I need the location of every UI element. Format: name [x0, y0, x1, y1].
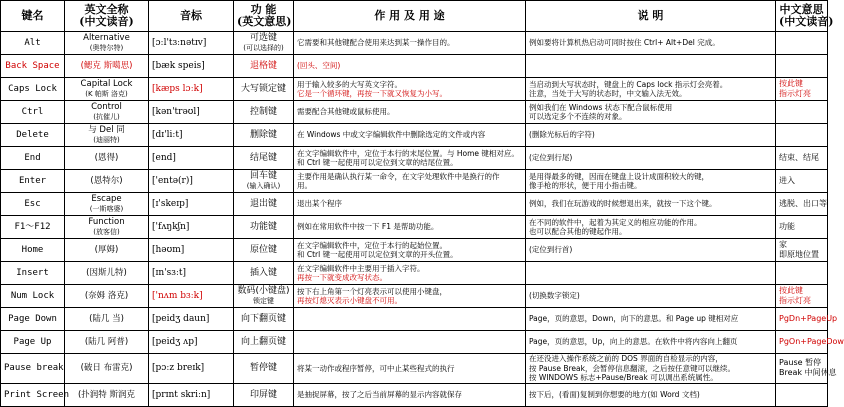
cell-chinese[interactable]	[776, 216, 828, 239]
cell-text: 在 Windows 中或文字编辑软件中删除选定的文件或内容	[297, 130, 486, 140]
cell-text: 插入键	[249, 268, 277, 278]
cell-function[interactable]	[234, 383, 294, 406]
cell-chinese[interactable]	[776, 354, 837, 384]
cell-text: Ctrl	[21, 107, 44, 117]
cell-english[interactable]	[65, 32, 149, 55]
cell-text: ['nʌm bɜːk]	[152, 291, 203, 301]
cell-english[interactable]	[65, 285, 149, 308]
cell-text: 在不同的软件中，起着为其定义的相应功能的作用。	[529, 217, 702, 227]
header-function: 功 能 (英文意思)	[234, 1, 294, 32]
cell-function[interactable]	[234, 170, 294, 193]
cell-phonetic[interactable]	[149, 331, 234, 354]
cell-text: (厚姆)	[94, 245, 119, 255]
cell-text: 用。	[297, 181, 312, 190]
cell-text: 例如在常用软件中按一下 F1 是帮助功能。	[297, 222, 439, 232]
cell-chinese[interactable]	[776, 101, 828, 124]
cell-key[interactable]	[1, 55, 65, 78]
cell-text: Function	[88, 217, 125, 227]
cell-text: Escape	[91, 194, 122, 204]
cell-function[interactable]	[234, 216, 294, 239]
cell-text: 按 WINDOWS 标志+Pause/Break 可以调出系统属性。	[529, 373, 718, 382]
cell-english[interactable]	[65, 354, 149, 384]
cell-text: 按下后，(看面)复制到你想要的地方(如 Word 文档)	[529, 389, 700, 399]
cell-function[interactable]	[234, 101, 294, 124]
cell-description[interactable]	[526, 383, 776, 406]
table-body	[1, 32, 844, 407]
cell-text: Esc	[24, 199, 41, 209]
cell-function[interactable]	[234, 147, 294, 170]
cell-text: (奥特尔特)	[89, 44, 124, 52]
cell-text: (鳃克 斯噶思)	[80, 61, 133, 71]
cell-text: 例如我们在 Windows 状态下配合鼠标使用	[529, 102, 673, 112]
cell-text: 可选键	[249, 33, 277, 43]
cell-text: [peidʒ daun]	[152, 314, 210, 324]
cell-description[interactable]	[526, 55, 776, 78]
cell-text: Alt	[24, 38, 41, 48]
cell-text: 退出某个程序	[297, 199, 342, 209]
cell-text: 再按一下就变成改写状态。	[297, 273, 387, 282]
cell-english[interactable]	[65, 262, 149, 285]
cell-text: (扑润特 斯润克	[77, 389, 136, 400]
cell-text: 是用得最多的键，因而在键盘上设计成面积较大的键，	[529, 171, 709, 181]
cell-text: 按此键	[779, 286, 803, 295]
table-row	[1, 239, 828, 262]
cell-text: 在还没进入操作系统之前的 DOS 界面的自检显示的内容，	[529, 354, 723, 363]
table-row	[1, 331, 828, 354]
table-row	[1, 308, 828, 331]
cell-english[interactable]	[65, 147, 149, 170]
cell-text: 回车键	[249, 171, 277, 181]
cell-usage[interactable]	[294, 193, 526, 216]
header-chinese: 中文意思 (中文读音)	[776, 1, 828, 32]
cell-phonetic[interactable]	[149, 216, 234, 239]
cell-english[interactable]	[65, 383, 149, 406]
cell-usage[interactable]	[294, 216, 526, 239]
cell-english[interactable]	[65, 216, 149, 239]
cell-text: ['entə(r)]	[152, 176, 193, 186]
cell-text: 需要配合其他键或鼠标使用。	[297, 107, 395, 117]
table-row	[1, 285, 828, 308]
cell-text: 退格键	[249, 61, 277, 71]
cell-chinese[interactable]	[776, 331, 844, 354]
cell-chinese[interactable]	[776, 55, 828, 78]
cell-text: (恩得)	[94, 153, 119, 163]
cell-phonetic[interactable]	[149, 147, 234, 170]
table-row	[1, 101, 828, 124]
cell-text: 向下翻页键	[240, 314, 286, 324]
cell-text: (破日 布雷克)	[80, 363, 133, 374]
cell-function[interactable]	[234, 193, 294, 216]
table-row	[1, 55, 828, 78]
cell-key[interactable]	[1, 308, 65, 331]
cell-description[interactable]	[526, 308, 776, 331]
cell-text: 在文字编辑软件中主要用于插入字符。	[297, 263, 425, 273]
cell-text: Page，页的意思，Down，向下的意思。和 Page up 键相对应	[529, 314, 739, 324]
cell-text: (奈姆 洛克)	[84, 291, 129, 301]
cell-function[interactable]	[234, 239, 294, 262]
cell-text: [dɪ'liːt]	[152, 130, 183, 140]
cell-english[interactable]	[65, 239, 149, 262]
cell-text: 和 Ctrl 键一起使用可以定位到文章的结尾位置。	[297, 158, 458, 167]
cell-chinese[interactable]	[776, 239, 828, 262]
cell-text: Delete	[16, 130, 49, 140]
cell-text: [prɪnt skriːn]	[152, 389, 211, 400]
cell-phonetic[interactable]	[149, 354, 234, 384]
cell-function[interactable]	[234, 285, 294, 308]
cell-text: End	[24, 153, 41, 163]
cell-usage[interactable]	[294, 239, 526, 262]
header-english: 英文全称 (中文读音)	[65, 1, 149, 32]
cell-key[interactable]	[1, 354, 65, 384]
cell-text: (可以选择的)	[243, 44, 284, 52]
cell-text: 原位键	[249, 245, 277, 255]
cell-text: Page，页的意思，Up，向上的意思。在软件中将内容向上翻页	[529, 337, 738, 347]
cell-text: 像手枪的形状，便于用小指击键。	[529, 181, 642, 190]
cell-text: PgOn+PageDow	[779, 337, 844, 346]
cell-text: Capital Lock	[80, 79, 133, 89]
cell-text: ['fʌŋkʃn]	[152, 222, 190, 232]
cell-text: 向上翻页键	[240, 337, 286, 347]
cell-text: 注意，当处于大写的状态时，中文输入法无效。	[529, 89, 687, 98]
cell-text: [ɪ'skeɪp]	[152, 199, 189, 209]
cell-chinese[interactable]	[776, 147, 828, 170]
cell-text: 是抽捉屏幕，按了之后当前屏幕的显示内容就保存	[297, 389, 462, 399]
cell-phonetic[interactable]	[149, 285, 234, 308]
cell-text: [həʊm]	[152, 245, 185, 255]
cell-function[interactable]	[234, 331, 294, 354]
cell-text: 按 Pause Break，会暂停信息翻滚，之后按任意键可以继续。	[529, 363, 735, 373]
cell-usage[interactable]	[294, 32, 526, 55]
cell-text: 结尾键	[249, 153, 277, 163]
table-row	[1, 170, 828, 193]
cell-english[interactable]	[65, 101, 149, 124]
cell-description[interactable]	[526, 239, 776, 262]
cell-text: Print Screen	[4, 389, 70, 400]
cell-key[interactable]	[1, 331, 65, 354]
cell-english[interactable]	[65, 308, 149, 331]
cell-english[interactable]	[65, 124, 149, 147]
cell-phonetic[interactable]	[149, 78, 234, 101]
cell-usage[interactable]	[294, 101, 526, 124]
cell-text: 例如，我们在玩游戏的时候想退出来，就按一下这个键。	[529, 199, 717, 209]
cell-text: 指示灯亮	[779, 89, 811, 98]
cell-description[interactable]	[526, 124, 776, 147]
cell-text: Control	[91, 102, 122, 112]
cell-text: Page Down	[8, 314, 57, 324]
cell-description[interactable]	[526, 170, 776, 193]
cell-key[interactable]	[1, 383, 70, 406]
cell-text: 功能	[779, 222, 795, 231]
cell-english[interactable]	[65, 78, 149, 101]
cell-function[interactable]	[234, 124, 294, 147]
cell-text: [bæk speis]	[152, 61, 205, 71]
cell-text: Break 中间休息	[779, 368, 837, 378]
cell-key[interactable]	[1, 239, 65, 262]
cell-text: 数码(小键盘)	[237, 286, 290, 296]
cell-text: (陆几 当)	[89, 314, 124, 324]
cell-text: 功能键	[249, 222, 277, 232]
cell-text: 用于输入较多的大写英文字符。	[297, 79, 402, 89]
cell-key[interactable]	[1, 262, 65, 285]
cell-text: Back Space	[5, 61, 60, 71]
cell-key[interactable]	[1, 147, 65, 170]
cell-text: (陆几 阿普)	[84, 337, 129, 347]
cell-text: 印屏键	[249, 389, 277, 400]
cell-text: 也可以配合其他的键起作用。	[529, 227, 627, 236]
cell-phonetic[interactable]	[149, 32, 234, 55]
header-row	[1, 1, 828, 32]
cell-chinese[interactable]	[776, 262, 828, 285]
cell-description[interactable]	[526, 262, 776, 285]
cell-text: 它需要和其他键配合使用来达到某一操作目的。	[297, 38, 455, 48]
cell-text: (回头、空间)	[297, 61, 341, 71]
header-key: 键名	[1, 1, 65, 32]
cell-text: 它是一个循环键，再按一下就又恢复为小写。	[297, 89, 447, 98]
cell-chinese[interactable]	[776, 285, 828, 308]
cell-text: (一斯喀婆)	[89, 205, 124, 213]
cell-function[interactable]	[234, 32, 294, 55]
cell-chinese[interactable]	[776, 170, 828, 193]
cell-usage[interactable]	[294, 78, 526, 101]
table-row	[1, 354, 828, 384]
cell-text: Num Lock	[10, 291, 55, 301]
cell-text: 按下右上角第一个灯亮表示可以使用小键盘，	[297, 286, 447, 296]
cell-text: (迪丽特)	[93, 136, 120, 144]
cell-chinese[interactable]	[776, 124, 828, 147]
cell-text: 控制键	[249, 107, 277, 117]
cell-phonetic[interactable]	[149, 383, 234, 406]
cell-english[interactable]	[65, 170, 149, 193]
cell-text: 当启动到大写状态时，键盘上的 Caps lock 指示灯会亮着。	[529, 79, 728, 89]
cell-text: [kæps lɔːk]	[152, 84, 203, 94]
cell-chinese[interactable]	[776, 193, 828, 216]
cell-chinese[interactable]	[776, 78, 828, 101]
cell-text: Enter	[18, 176, 47, 186]
cell-text: [pɔːz breɪk]	[152, 363, 205, 374]
cell-key[interactable]	[1, 285, 65, 308]
cell-text: 暂停键	[249, 363, 277, 374]
cell-key[interactable]	[1, 193, 65, 216]
cell-function[interactable]	[234, 354, 294, 384]
table-row	[1, 383, 828, 406]
cell-phonetic[interactable]	[149, 308, 234, 331]
cell-description[interactable]	[526, 147, 776, 170]
cell-usage[interactable]	[294, 147, 526, 170]
cell-description[interactable]	[526, 216, 776, 239]
cell-phonetic[interactable]	[149, 124, 234, 147]
cell-usage[interactable]	[294, 383, 526, 406]
cell-text: (因斯儿特)	[86, 268, 127, 278]
cell-function[interactable]	[234, 55, 294, 78]
cell-function[interactable]	[234, 262, 294, 285]
table-row	[1, 193, 828, 216]
cell-chinese[interactable]	[776, 32, 828, 55]
cell-text: 进入	[779, 176, 795, 185]
cell-text: 删除键	[249, 130, 277, 140]
cell-text: (定位到行首)	[529, 245, 573, 255]
cell-text: [kən'trəʊl]	[152, 107, 200, 117]
cell-text: 逃脱、出口等	[779, 199, 827, 208]
cell-text: Insert	[16, 268, 49, 278]
cell-text: (恩特尔)	[90, 176, 123, 186]
cell-usage[interactable]	[294, 331, 526, 354]
header-usage: 作 用 及 用 途	[294, 1, 526, 32]
cell-text: 例如要将计算机热启动可同时按住 Ctrl+ Alt+Del 完成。	[529, 38, 720, 48]
cell-usage[interactable]	[294, 170, 526, 193]
cell-chinese[interactable]	[776, 308, 838, 331]
cell-usage[interactable]	[294, 55, 526, 78]
cell-phonetic[interactable]	[149, 239, 234, 262]
table-row	[1, 32, 828, 55]
cell-description[interactable]	[526, 193, 776, 216]
table-row	[1, 124, 828, 147]
cell-english[interactable]	[65, 193, 149, 216]
cell-text: (删除光标后的字符)	[529, 130, 595, 140]
table-row	[1, 78, 828, 101]
cell-text: Caps Lock	[8, 84, 57, 94]
cell-text: (抗催儿)	[93, 113, 120, 121]
cell-description[interactable]	[526, 331, 776, 354]
cell-text: PgDn+PageUp	[779, 314, 838, 323]
cell-english[interactable]	[65, 55, 149, 78]
cell-text: 退出键	[249, 199, 277, 209]
header-description: 说 明	[526, 1, 776, 32]
cell-text: (切换数字锁定)	[529, 291, 580, 301]
cell-usage[interactable]	[294, 262, 526, 285]
cell-chinese[interactable]	[776, 383, 828, 406]
cell-text: Page Up	[13, 337, 52, 347]
cell-phonetic[interactable]	[149, 170, 234, 193]
cell-key[interactable]	[1, 101, 65, 124]
table-row	[1, 147, 828, 170]
cell-key[interactable]	[1, 32, 65, 55]
cell-text: 与 Del 同	[88, 125, 125, 135]
cell-description[interactable]	[526, 101, 776, 124]
cell-text: 指示灯亮	[779, 296, 811, 305]
cell-text: 按此键	[779, 79, 803, 88]
cell-description[interactable]	[526, 78, 776, 101]
cell-english[interactable]	[65, 331, 149, 354]
cell-key[interactable]	[1, 78, 65, 101]
cell-text: 在文字编辑软件中，定位于本行的起始位置。	[297, 240, 447, 250]
cell-text: F1～F12	[14, 222, 51, 232]
cell-usage[interactable]	[294, 354, 526, 384]
cell-text: 再按灯熄灭表示小键盘不可用。	[297, 296, 402, 305]
cell-key[interactable]	[1, 216, 65, 239]
cell-function[interactable]	[234, 308, 294, 331]
cell-text: Pause 暂停	[779, 358, 822, 368]
cell-text: Alternative	[83, 33, 130, 43]
cell-text: 即原地位置	[779, 250, 819, 259]
cell-text: 和 Ctrl 键一起使用可以定位到文章的开头位置。	[297, 250, 458, 259]
cell-phonetic[interactable]	[149, 101, 234, 124]
cell-text: 将某一动作或程序暂停，可中止某些程式的执行	[297, 363, 455, 373]
cell-phonetic[interactable]	[149, 55, 234, 78]
cell-usage[interactable]	[294, 124, 526, 147]
cell-usage[interactable]	[294, 308, 526, 331]
cell-text: 锁定键	[253, 297, 274, 305]
cell-text: (输入确认)	[246, 182, 281, 190]
cell-text: (K 帕斯 洛克)	[85, 90, 128, 98]
cell-text: 主要作用是确认执行某一命令，在文字处理软件中是换行的作	[297, 171, 500, 181]
table-row	[1, 216, 828, 239]
cell-text: (放客信)	[93, 228, 120, 236]
cell-key[interactable]	[1, 170, 65, 193]
cell-phonetic[interactable]	[149, 193, 234, 216]
cell-key[interactable]	[1, 124, 65, 147]
cell-text: [end]	[152, 153, 176, 163]
header-phonetic: 音标	[149, 1, 234, 32]
cell-text: 家	[779, 240, 787, 249]
cell-text: Home	[21, 245, 44, 255]
cell-text: [ɔːl'tɜːnətɪv]	[152, 38, 207, 48]
cell-text: (定位到行尾)	[529, 153, 573, 163]
cell-usage[interactable]	[294, 285, 526, 308]
cell-description[interactable]	[526, 354, 776, 384]
cell-description[interactable]	[526, 32, 776, 55]
cell-text: 大写锁定键	[240, 84, 286, 94]
cell-phonetic[interactable]	[149, 262, 234, 285]
cell-text: [peidʒ ʌp]	[152, 337, 198, 347]
cell-text: Pause break	[4, 363, 64, 374]
cell-text: [ɪn'sɜːt]	[152, 268, 187, 278]
cell-description[interactable]	[526, 285, 776, 308]
table-row	[1, 262, 828, 285]
cell-text: 在文字编辑软件中，定位于本行的末尾位置。与 Home 键相对应。	[297, 148, 519, 158]
cell-text: 可以选定多个不连续的对象。	[529, 112, 627, 121]
cell-function[interactable]	[234, 78, 294, 101]
cell-text: 结束、结尾	[779, 153, 819, 162]
